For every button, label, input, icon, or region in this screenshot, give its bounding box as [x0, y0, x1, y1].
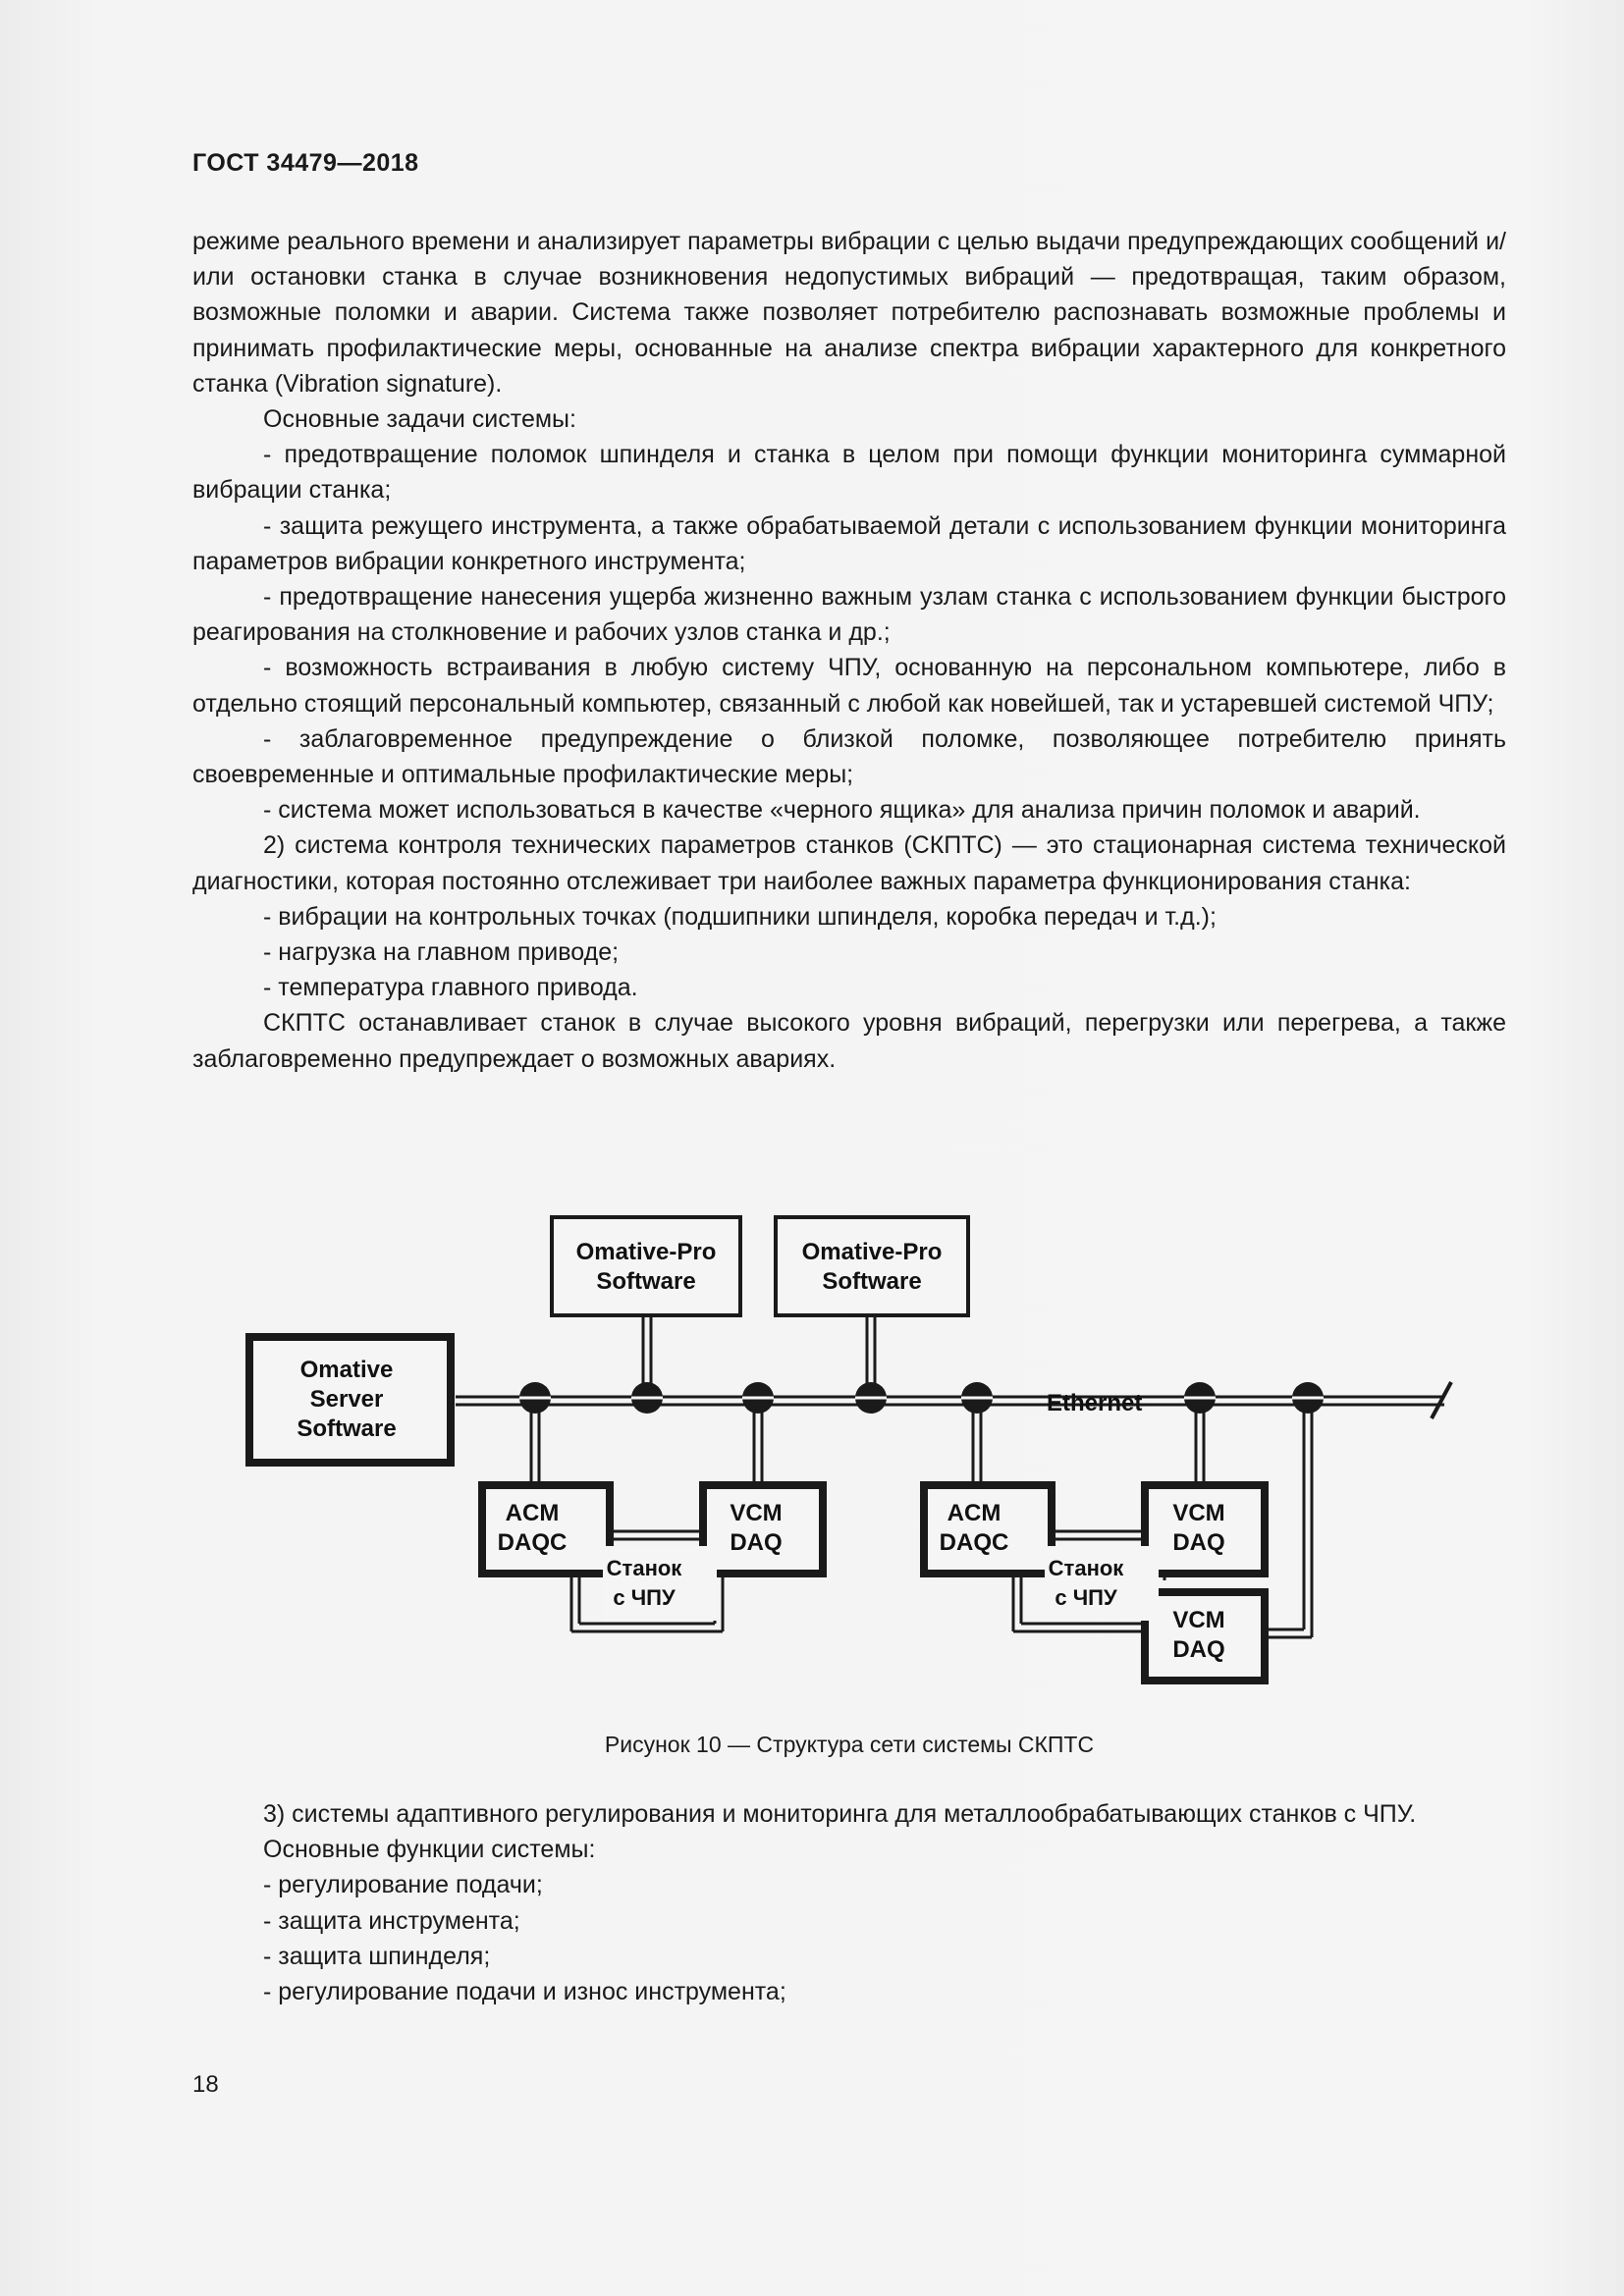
- list-item: - нагрузка на главном приводе;: [263, 938, 620, 967]
- list-item: - регулирование подачи;: [263, 1871, 543, 1899]
- pro-software-2-line-2: Software: [822, 1268, 922, 1295]
- list-item: - температура главного привода.: [263, 974, 638, 1002]
- body-text-bottom: [192, 1796, 1506, 2009]
- list-item: - возможность встраивания в любую систему ЧПУ, основанную на персональном компьютере, либо в отдельно стоящий персональный компьютер, связанный с любой как новейшей, так и устаревшей системой ЧПУ;: [192, 654, 1506, 718]
- network-diagram-svg: [192, 1207, 1506, 1698]
- paragraph: Основные функции системы:: [263, 1836, 596, 1864]
- machine-1-line-1: Станок: [606, 1556, 682, 1580]
- acm-1-line-1: ACM: [505, 1500, 560, 1526]
- machine-1-line-2: с ЧПУ: [613, 1585, 676, 1610]
- ethernet-label: Ethernet: [1047, 1390, 1143, 1416]
- document-header: ГОСТ 34479—2018: [192, 149, 419, 177]
- paragraph: 2) система контроля технических параметров станков (СКПТС) — это стационарная система технической диагностики, которая постоянно отслеживает три наиболее важных параметра функционирования станка:: [192, 831, 1506, 895]
- acm-2-line-1: ACM: [947, 1500, 1001, 1526]
- vcm-3-line-2: DAQ: [1172, 1636, 1225, 1663]
- pro-software-1-line-2: Software: [596, 1268, 696, 1295]
- list-item: - защита режущего инструмента, а также обрабатываемой детали с использованием функции мониторинга параметров вибрации конкретного инструмента;: [192, 511, 1506, 575]
- paragraph: Основные задачи системы:: [263, 405, 576, 434]
- vcm-2-line-2: DAQ: [1172, 1529, 1225, 1556]
- server-line-3: Software: [297, 1415, 397, 1442]
- paragraph: 3) системы адаптивного регулирования и мониторинга для металлообрабатывающих станков с ЧПУ.: [263, 1800, 1417, 1828]
- list-item: - вибрации на контрольных точках (подшипники шпинделя, коробка передач и т.д.);: [263, 902, 1217, 931]
- list-item: - система может использоваться в качестве «черного ящика» для анализа причин поломок и аварий.: [263, 796, 1421, 825]
- list-item: - предотвращение поломок шпинделя и станка в целом при помощи функции мониторинга суммарной вибрации станка;: [192, 441, 1506, 505]
- list-item: - защита инструмента;: [263, 1906, 520, 1935]
- vcm-3-line-1: VCM: [1172, 1607, 1225, 1633]
- acm-2-line-2: DAQC: [939, 1529, 1009, 1556]
- body-text-top: [192, 224, 1506, 1077]
- pro-software-box-2: [776, 1217, 968, 1315]
- acm-1-line-2: DAQC: [497, 1529, 568, 1556]
- server-line-2: Server: [309, 1386, 384, 1413]
- pro-software-2-line-1: Omative-Pro: [801, 1239, 943, 1265]
- vcm-1-line-2: DAQ: [730, 1529, 783, 1556]
- page-number: 18: [192, 2071, 219, 2098]
- vcm-2-line-1: VCM: [1172, 1500, 1225, 1526]
- list-item: - регулирование подачи и износ инструмента;: [263, 1978, 786, 2006]
- machine-2-line-2: с ЧПУ: [1055, 1585, 1117, 1610]
- network-diagram: [192, 1207, 1506, 1698]
- vcm-1-line-1: VCM: [730, 1500, 783, 1526]
- figure-caption: Рисунок 10 — Структура сети системы СКПТС: [604, 1732, 1095, 1757]
- machine-2-line-1: Станок: [1048, 1556, 1124, 1580]
- pro-software-1-line-1: Omative-Pro: [575, 1239, 717, 1265]
- list-item: - заблаговременное предупреждение о близкой поломке, позволяющее потребителю принять своевременные и оптимальные профилактические меры;: [192, 724, 1506, 789]
- list-item: - защита шпинделя;: [263, 1942, 491, 1970]
- server-line-1: Omative: [299, 1357, 394, 1383]
- paragraph: СКПТС останавливает станок в случае высокого уровня вибраций, перегрузки или перегрева, а также заблаговременно предупреждает о возможных авариях.: [192, 1009, 1506, 1073]
- paragraph: режиме реального времени и анализирует параметры вибрации с целью выдачи предупреждающих сообщений и/или остановки станка в случае возникновения недопустимых вибраций — предотвращая, таким образом, возможные поломки и аварии. Система также позволяет потребителю распознавать возможные проблемы и принимать профилактические меры, основанные на анализе спектра вибрации характерного для конкретного станка (Vibration signature).: [192, 228, 1506, 398]
- bus-break-mark: [1432, 1382, 1451, 1418]
- pro-software-box-1: [552, 1217, 740, 1315]
- list-item: - предотвращение нанесения ущерба жизненно важным узлам станка с использованием функции быстрого реагирования на столкновение и рабочих узлов станка и др.;: [192, 583, 1506, 647]
